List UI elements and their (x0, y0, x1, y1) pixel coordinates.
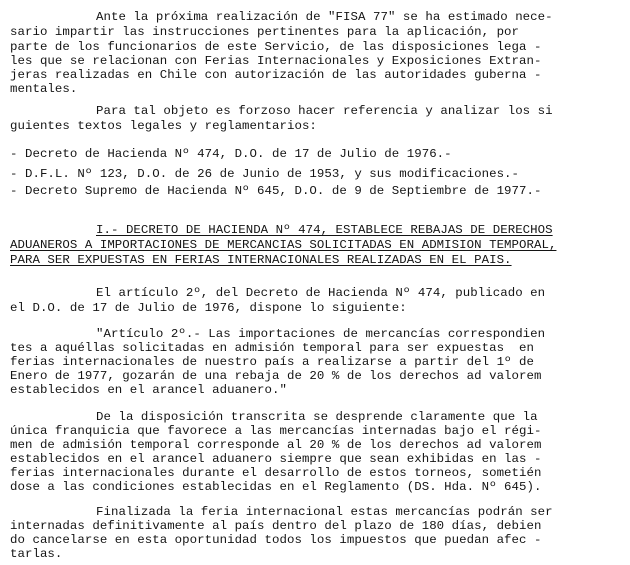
list-item: - Decreto Supremo de Hacienda Nº 645, D.O. de 9 de Septiembre de 1977.- (10, 184, 542, 198)
text-line: Finalizada la feria internacional estas mercancías podrán ser (96, 505, 553, 519)
text-line: tes a aquéllas solicitadas en admisión temporal para ser expuestas en (10, 341, 534, 355)
text-line: Para tal objeto es forzoso hacer referencia y analizar los si (96, 104, 553, 118)
text-line: mentales. (10, 82, 78, 96)
text-line: Enero de 1977, gozarán de una rebaja de 20 % de los derechos ad valorem (10, 369, 542, 383)
list-item: - D.F.L. Nº 123, D.O. de 26 de Junio de 1953, y sus modificaciones.- (10, 167, 520, 181)
heading-line: I.- DECRETO DE HACIENDA Nº 474, ESTABLECE REBAJAS DE DERECHOS (96, 223, 553, 237)
text-line: única franquicia que favorece a las mercancías internadas bajo el régi- (10, 424, 542, 438)
text-line: De la disposición transcrita se desprende claramente que la (96, 410, 538, 424)
text-line: "Artículo 2º.- Las importaciones de mercancías correspondien (96, 327, 546, 341)
heading-line: PARA SER EXPUESTAS EN FERIAS INTERNACIONALES REALIZADAS EN EL PAIS. (10, 253, 512, 267)
list-item: - Decreto de Hacienda Nº 474, D.O. de 17 de Julio de 1976.- (10, 147, 452, 161)
text-line: jeras realizadas en Chile con autorización de las autoridades guberna - (10, 68, 542, 82)
text-line: establecidos en el arancel aduanero siempre que sean exhibidas en las - (10, 452, 542, 466)
text-line: tarlas. (10, 547, 63, 561)
text-line: dose a las condiciones establecidas en el Reglamento (DS. Hda. Nº 645). (10, 480, 542, 494)
text-line: el D.O. de 17 de Julio de 1976, dispone lo siguiente: (10, 301, 407, 315)
text-line: men de admisión temporal corresponde al 20 % de los derechos ad valorem (10, 438, 542, 452)
text-line: guientes textos legales y reglamentarios: (10, 119, 317, 133)
text-line: ferias internacionales durante el desarrollo de estos torneos, sometién (10, 466, 542, 480)
text-line: El artículo 2º, del Decreto de Hacienda Nº 474, publicado en (96, 286, 546, 300)
text-line: sario impartir las instrucciones pertinentes para la aplicación, por (10, 25, 520, 39)
text-line: do cancelarse en esta oportunidad todos los impuestos que puedan afec - (10, 533, 542, 547)
text-line: internadas definitivamente al país dentro del plazo de 180 días, debien (10, 519, 542, 533)
text-line: les que se relacionan con Ferias Internacionales y Exposiciones Extran- (10, 54, 542, 68)
text-line: parte de los funcionarios de este Servicio, de las disposiciones lega - (10, 40, 542, 54)
text-line: Ante la próxima realización de "FISA 77" se ha estimado nece- (96, 10, 553, 24)
text-line: establecidos en el arancel aduanero." (10, 383, 287, 397)
heading-line: ADUANEROS A IMPORTACIONES DE MERCANCIAS SOLICITADAS EN ADMISION TEMPORAL, (10, 238, 557, 252)
text-line: ferias internacionales de nuestro país a realizarse a partir del 1º de (10, 355, 534, 369)
